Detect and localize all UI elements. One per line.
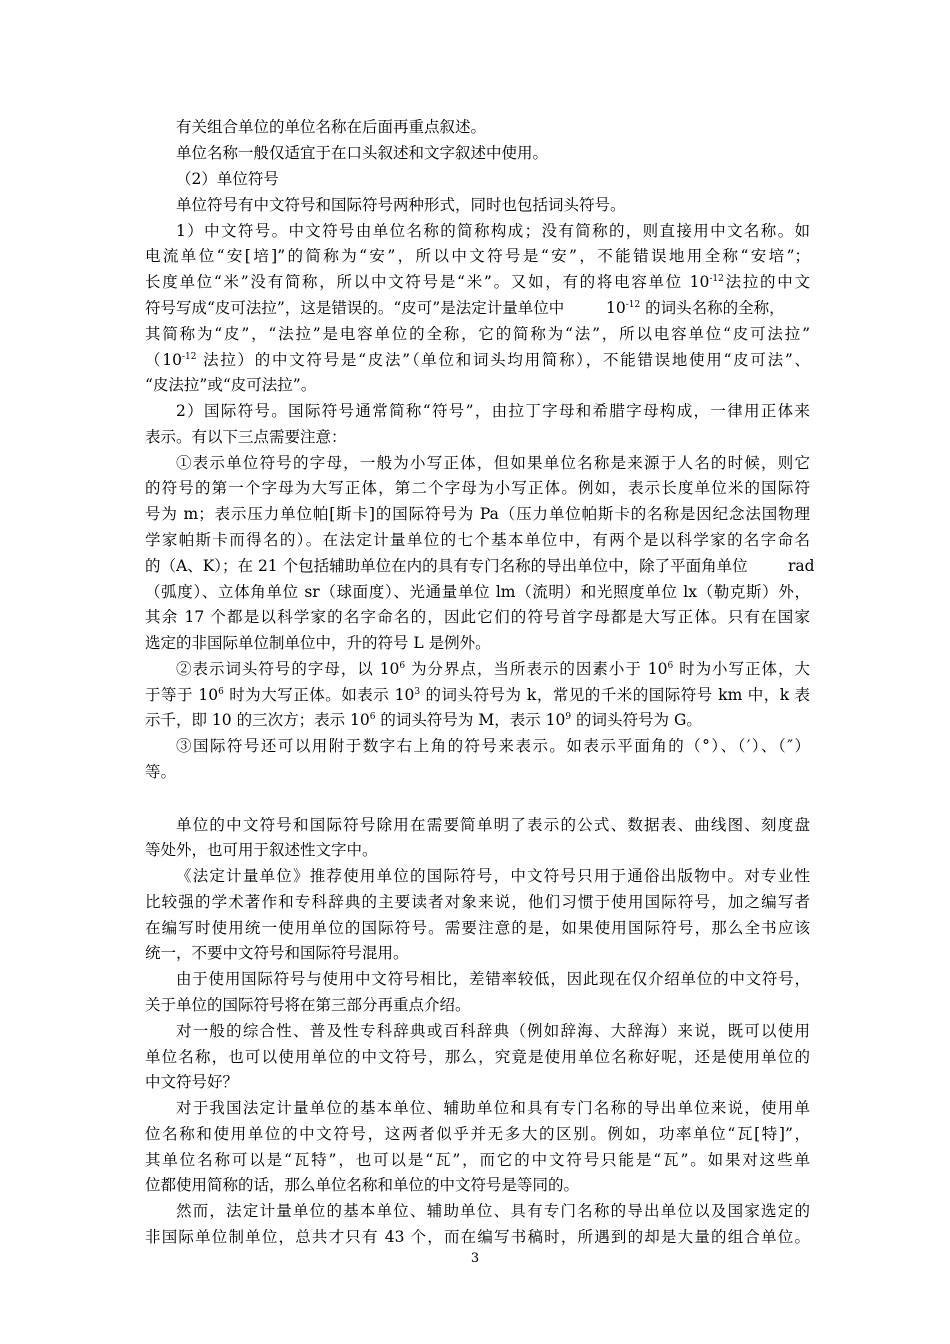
section-heading: （2）单位符号 <box>176 170 279 188</box>
text-line: 其余 17 个都是以科学家的名字命名的，因此它们的符号首字母都是大写正体。只有在国家 <box>145 608 810 626</box>
text-line: 非国际单位制单位，总共才只有 43 个，而在编写书稿时，所遇到的却是大量的组合单位。 <box>145 1228 810 1246</box>
text-line: 在编写时使用统一使用单位的国际符号。需要注意的是，如果使用国际符号，那么全书应该 <box>145 919 810 937</box>
text-fragment: rad <box>788 557 815 575</box>
text-line: 2）国际符号。国际符号通常简称“符号”，由拉丁字母和希腊字母构成，一律用正体来 <box>176 402 810 420</box>
text-line: 电流单位“安[培]”的简称为“安”，所以中文符号是“安”，不能错误地用全称“安培”； <box>145 247 810 265</box>
text-line: 单位符号有中文符号和国际符号两种形式，同时也包括词头符号。 <box>176 196 626 214</box>
text-line: 对一般的综合性、普及性专科辞典或百科辞典（例如辞海、大辞海）来说，既可以使用 <box>176 1022 810 1040</box>
text-line: ③国际符号还可以用附于数字右上角的符号来表示。如表示平面角的（°）、（′）、（″） <box>176 737 810 755</box>
text-line: 示千，即 10 的三次方；表示 $10^6$ 的词头符号为 M，表示 $10^9$ 的词头符号为 G。 <box>145 711 702 729</box>
text-line: 其简称为“皮”，“法拉”是电容单位的全称，它的简称为“法”，所以电容单位“皮可法拉” <box>145 325 810 343</box>
text-line: 单位名称，也可以使用单位的中文符号，那么，究竟是使用单位名称好呢，还是使用单位的 <box>145 1048 810 1066</box>
text-line: 表示。有以下三点需要注意： <box>145 428 347 446</box>
text-line: 关于单位的国际符号将在第三部分再重点介绍。 <box>145 996 471 1014</box>
text-line: 其单位名称可以是“瓦特”，也可以是“瓦”，而它的中文符号只能是“瓦”。如果对这些单 <box>145 1151 810 1169</box>
text-line: ①表示单位符号的字母，一般为小写正体，但如果单位名称是来源于人名的时候，则它 <box>176 454 810 472</box>
text-line: （弧度）、立体角单位 sr（球面度）、光通量单位 lm（流明）和光照度单位 lx（勒克斯）外， <box>145 583 810 601</box>
text-line: 等。 <box>145 763 177 781</box>
text-line: 有关组合单位的单位名称在后面再重点叙述。 <box>176 118 487 136</box>
text-line: 中文符号好？ <box>145 1073 239 1091</box>
text-line: 对于我国法定计量单位的基本单位、辅助单位和具有专门名称的导出单位来说，使用单 <box>176 1099 810 1117</box>
text-line: 符号写成“皮可法拉”，这是错误的。“皮可”是法定计量单位中 $10^{-12}$ 的词头名称的全称， <box>145 299 785 317</box>
text-line: 1）中文符号。中文符号由单位名称的简称构成；没有简称的，则直接用中文名称。如 <box>176 222 810 240</box>
text-line: 于等于 $10^6$ 时为大写正体。如表示 $10^3$ 的词头符号为 k，常见的千米的国际符号 km 中，k 表 <box>145 686 811 704</box>
text-fragment: $10^{-12}$ 的词头名称的全称， <box>606 299 785 317</box>
text-line: 位都使用简称的话，那么单位名称和单位的中文符号是等同的。 <box>145 1176 580 1194</box>
text-line: 《法定计量单位》推荐使用单位的国际符号，中文符号只用于通俗出版物中。对专业性 <box>176 867 810 885</box>
text-line: 单位名称一般仅适宜于在口头叙述和文字叙述中使用。 <box>176 144 549 162</box>
text-line: 比较强的学术著作和专科辞典的主要读者对象来说，他们习惯于使用国际符号，加之编写者 <box>145 893 810 911</box>
text-line: 统一，不要中文符号和国际符号混用。 <box>145 944 409 962</box>
text-line: ②表示词头符号的字母，以 $10^6$ 为分界点，当所表示的因素小于 $10^6$ 时为小写正体，大 <box>176 660 810 678</box>
text-line: “皮法拉”或“皮可法拉”。 <box>145 376 317 394</box>
text-line: 号为 m；表示压力单位帕[斯卡]的国际符号为 Pa（压力单位帕斯卡的名称是因纪念法国物理 <box>145 505 810 523</box>
page-number: 3 <box>470 1251 480 1266</box>
text-line: 位名称和使用单位的中文符号，这两者似乎并无多大的区别。例如，功率单位“瓦[特]”， <box>145 1125 810 1143</box>
text-line: 学家帕斯卡而得名的）。在法定计量单位的七个基本单位中，有两个是以科学家的名字命名 <box>145 531 810 549</box>
text-line: 单位的中文符号和国际符号除用在需要简单明了表示的公式、数据表、曲线图、刻度盘 <box>176 816 810 834</box>
text-line: 然而，法定计量单位的基本单位、辅助单位、具有专门名称的导出单位以及国家选定的 <box>176 1202 810 1220</box>
text-line: （$10^{-12}$ 法拉）的中文符号是“皮法”（单位和词头均用简称），不能错误地使用“皮可法”、 <box>145 351 810 369</box>
text-line: 选定的非国际单位制单位中，升的符号 L 是例外。 <box>145 634 491 652</box>
text-line: 的（A、K）；在 21 个包括辅助单位在内的具有专门名称的导出单位中，除了平面角单位 rad <box>145 557 815 575</box>
text-line: 等处外，也可用于叙述性文字中。 <box>145 841 378 859</box>
text-line: 的符号的第一个字母为大写正体，第二个字母为小写正体。例如，表示长度单位米的国际符 <box>145 479 810 497</box>
text-line: 长度单位“米”没有简称，所以中文符号是“米”。又如，有的将电容单位 $10^{-12}$法拉的中文 <box>145 273 810 291</box>
text-line: 由于使用国际符号与使用中文符号相比，差错率较低，因此现在仅介绍单位的中文符号， <box>176 970 810 988</box>
